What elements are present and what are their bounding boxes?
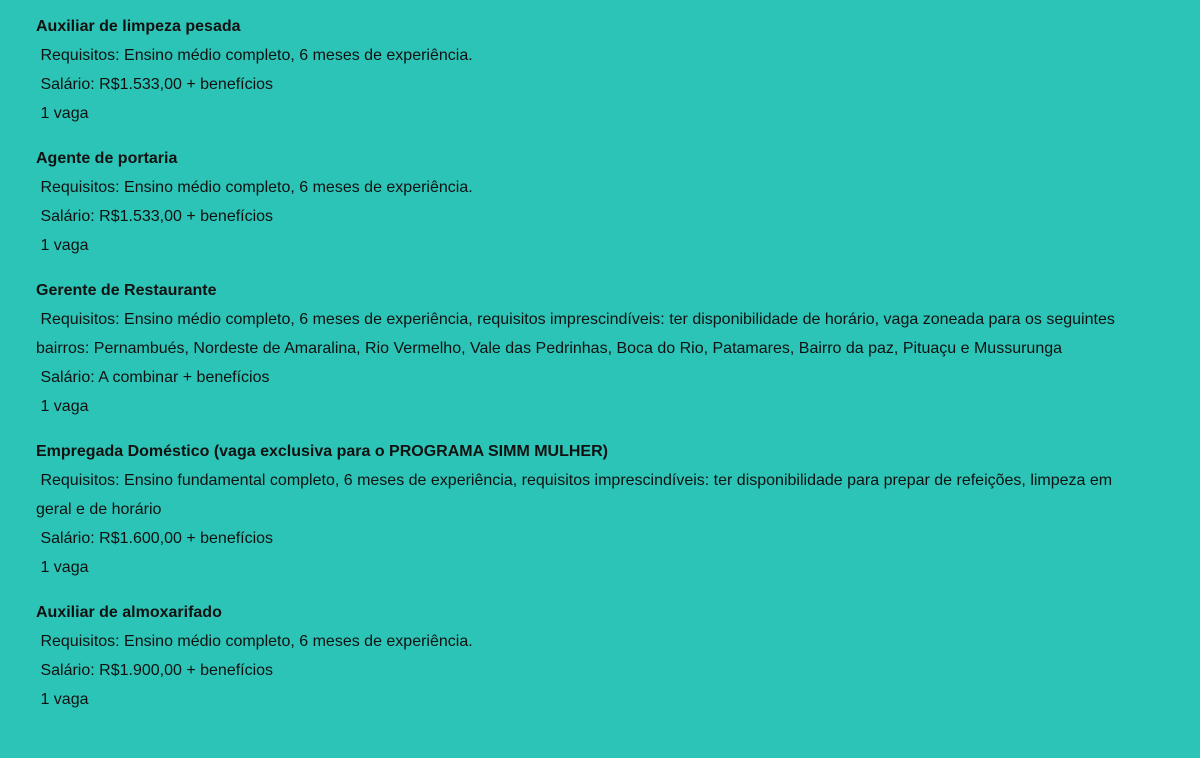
job-requirements: Requisitos: Ensino médio completo, 6 meses de experiência. [36, 47, 473, 64]
job-listing [36, 12, 1121, 128]
job-openings: 1 vaga [36, 398, 89, 415]
job-title: Auxiliar de almoxarifado [36, 604, 222, 621]
job-salary: Salário: R$1.600,00 + benefícios [36, 530, 274, 547]
job-listing [36, 598, 1121, 714]
job-openings: 1 vaga [36, 691, 89, 708]
job-openings: 1 vaga [36, 105, 89, 122]
job-title: Gerente de Restaurante [36, 282, 217, 299]
job-requirements: Requisitos: Ensino médio completo, 6 meses de experiência. [36, 633, 473, 650]
job-requirements: Requisitos: Ensino fundamental completo, 6 meses de experiência, requisitos imprescindíveis: ter disponibilidade para prepar de refeições, limpeza em geral e de horário [36, 472, 1117, 518]
job-requirements: Requisitos: Ensino médio completo, 6 meses de experiência, requisitos imprescindíveis: ter disponibilidade de horário, vaga zoneada para os seguintes bairros: Pernambués, Nordeste de Amaralina, Rio Vermelho, Vale das Pedrinhas, Boca do Rio, Patamares, Bairro da paz, Pituaçu e Mussurunga [36, 311, 1120, 357]
job-title: Auxiliar de limpeza pesada [36, 18, 241, 35]
job-title: Agente de portaria [36, 150, 178, 167]
job-salary: Salário: R$1.900,00 + benefícios [36, 662, 274, 679]
job-listing [36, 437, 1121, 582]
job-salary: Salário: A combinar + benefícios [36, 369, 270, 386]
job-salary: Salário: R$1.533,00 + benefícios [36, 208, 274, 225]
job-title: Empregada Doméstico (vaga exclusiva para o PROGRAMA SIMM MULHER) [36, 443, 608, 460]
job-listing [36, 144, 1121, 260]
job-openings: 1 vaga [36, 237, 89, 254]
job-salary: Salário: R$1.533,00 + benefícios [36, 76, 274, 93]
job-openings: 1 vaga [36, 559, 89, 576]
job-listing [36, 276, 1121, 421]
job-listings [36, 12, 1121, 730]
job-requirements: Requisitos: Ensino médio completo, 6 meses de experiência. [36, 179, 473, 196]
